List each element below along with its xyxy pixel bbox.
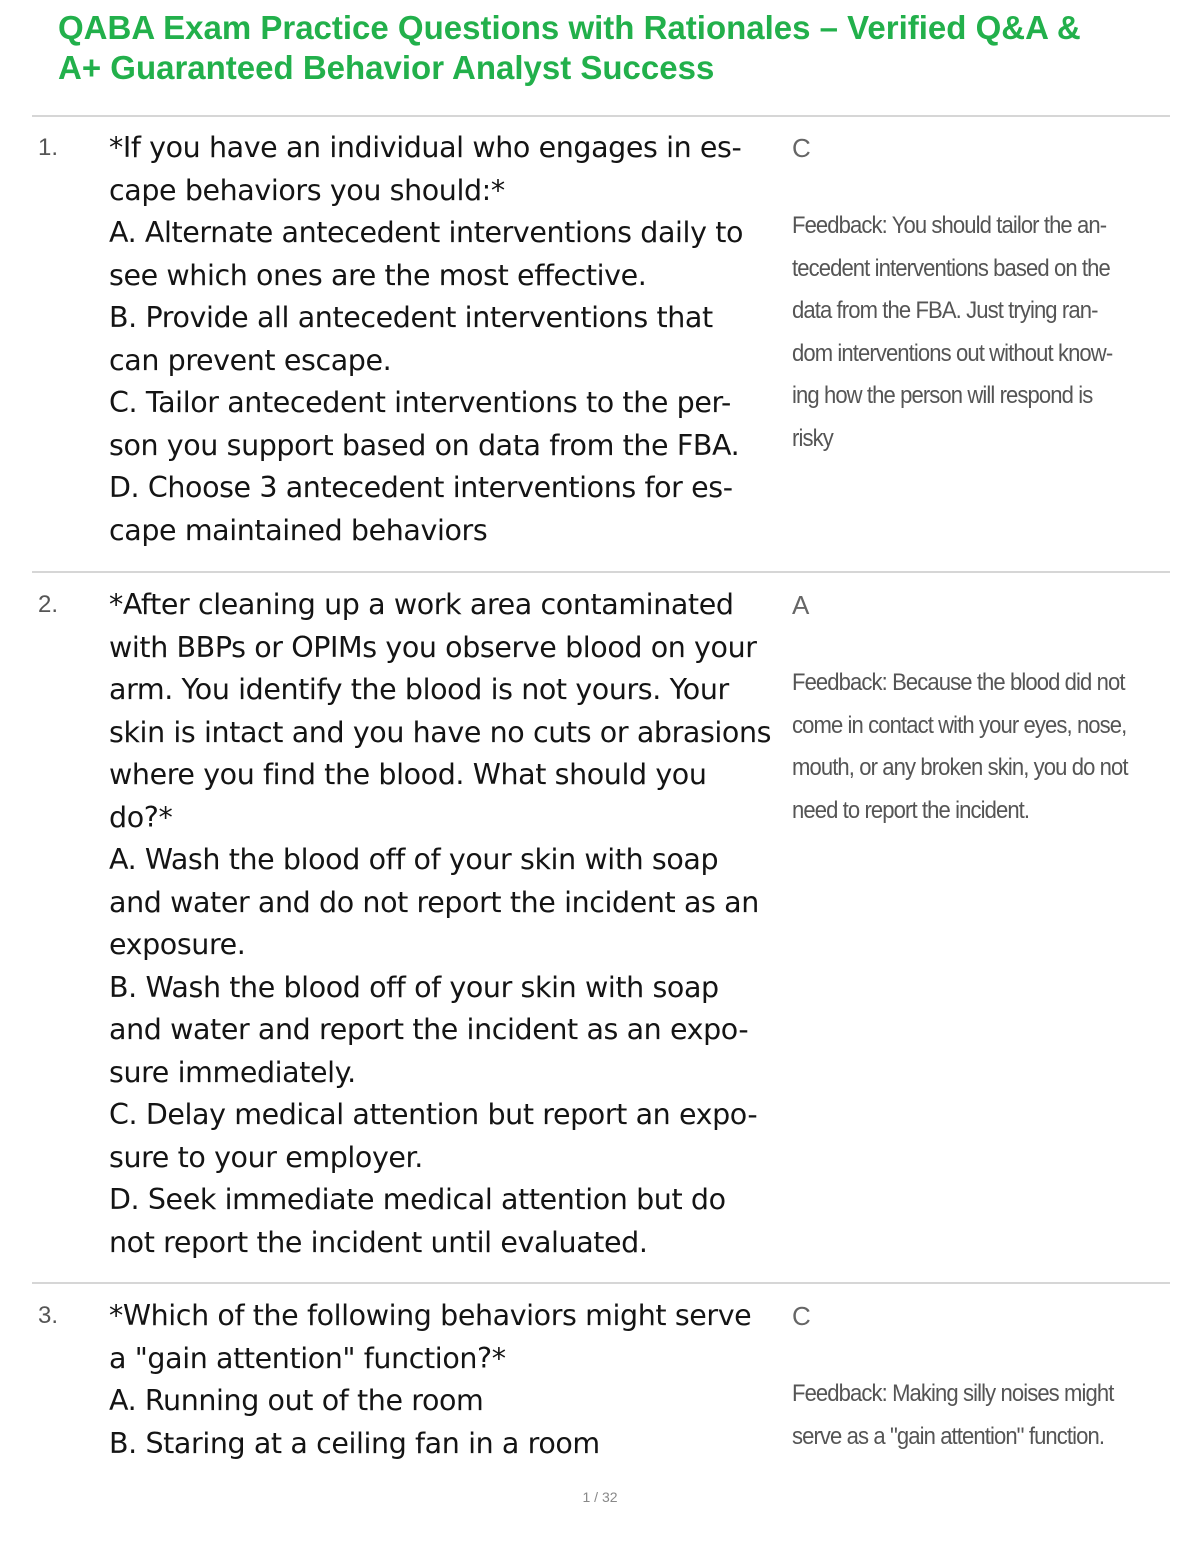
question-text: [109, 1295, 787, 1465]
feedback-line: come in contact with your eyes, nose,: [792, 711, 1127, 739]
question-line: do?*: [109, 800, 173, 834]
page-number: 1 / 32: [582, 1489, 618, 1505]
question-line: not report the incident until evaluated.: [109, 1225, 648, 1259]
question-line: with BBPs or OPIMs you observe blood on your: [109, 630, 757, 664]
question-line: A. Running out of the room: [109, 1384, 484, 1417]
question-line: D. Seek immediate medical attention but do: [109, 1183, 726, 1216]
feedback-line: Feedback: You should tailor the an-: [792, 212, 1107, 239]
answer-key: C: [792, 133, 811, 163]
question-text: [109, 127, 787, 552]
question-line: C. Delay medical attention but report an expo-: [109, 1098, 758, 1131]
question-line: cape behaviors you should:*: [109, 173, 505, 207]
question-line: *Which of the following behaviors might serve: [109, 1299, 752, 1332]
answer-key: C: [792, 1301, 811, 1331]
question-line: *If you have an individual who engages in es-: [109, 131, 742, 164]
feedback-text: [792, 205, 1134, 460]
question-line: sure immediately.: [109, 1055, 356, 1089]
question-line: where you find the blood. What should you: [109, 758, 707, 791]
feedback-line: Feedback: Making silly noises might: [792, 1380, 1114, 1407]
question-line: sure to your employer.: [109, 1140, 423, 1174]
feedback-line: serve as a "gain attention" function.: [792, 1422, 1105, 1450]
question-line: arm. You identify the blood is not yours. Your: [109, 673, 729, 706]
question-line: A. Alternate antecedent interventions daily to: [109, 216, 744, 249]
question-line: B. Provide all antecedent interventions that: [109, 301, 713, 334]
feedback-line: data from the FBA. Just trying ran-: [792, 297, 1098, 324]
question-line: C. Tailor antecedent interventions to the per-: [109, 386, 731, 419]
feedback-line: need to report the incident.: [792, 796, 1030, 824]
question-line: son you support based on data from the FBA.: [109, 428, 740, 462]
question-line: cape maintained behaviors: [109, 513, 488, 547]
question-line: and water and do not report the incident as an: [109, 885, 759, 919]
title-line-1: QABA Exam Practice Questions with Rationales – Verified Q&A &: [58, 9, 1081, 46]
question-line: *After cleaning up a work area contaminated: [109, 588, 734, 621]
document-title: [58, 8, 1178, 88]
question-number: 1.: [38, 134, 59, 161]
feedback-text: [792, 1373, 1134, 1458]
question-line: skin is intact and you have no cuts or abrasions: [109, 715, 772, 749]
answer-key: A: [792, 590, 810, 620]
question-line: B. Staring at a ceiling fan in a room: [109, 1426, 600, 1460]
question-line: D. Choose 3 antecedent interventions for es-: [109, 471, 733, 504]
question-line: and water and report the incident as an expo-: [109, 1013, 749, 1046]
title-line-2: A+ Guaranteed Behavior Analyst Success: [58, 49, 715, 86]
feedback-line: dom interventions out without know-: [792, 339, 1113, 367]
divider-2: [32, 1282, 1170, 1284]
feedback-line: risky: [792, 424, 833, 452]
feedback-line: ing how the person will respond is: [792, 382, 1093, 409]
feedback-line: mouth, or any broken skin, you do not: [792, 754, 1128, 781]
question-number: 2.: [38, 591, 59, 618]
feedback-line: tecedent interventions based on the: [792, 254, 1110, 282]
question-line: A. Wash the blood off of your skin with soap: [109, 843, 719, 876]
question-line: see which ones are the most effective.: [109, 258, 647, 292]
question-line: B. Wash the blood off of your skin with soap: [109, 970, 719, 1004]
divider-1: [32, 571, 1170, 573]
question-number: 3.: [38, 1302, 59, 1329]
divider-top: [32, 115, 1170, 117]
feedback-text: [792, 662, 1134, 832]
feedback-line: Feedback: Because the blood did not: [792, 669, 1125, 696]
question-text: [109, 584, 787, 1264]
question-line: can prevent escape.: [109, 343, 392, 377]
question-line: a "gain attention" function?*: [109, 1341, 506, 1375]
question-line: exposure.: [109, 928, 246, 961]
